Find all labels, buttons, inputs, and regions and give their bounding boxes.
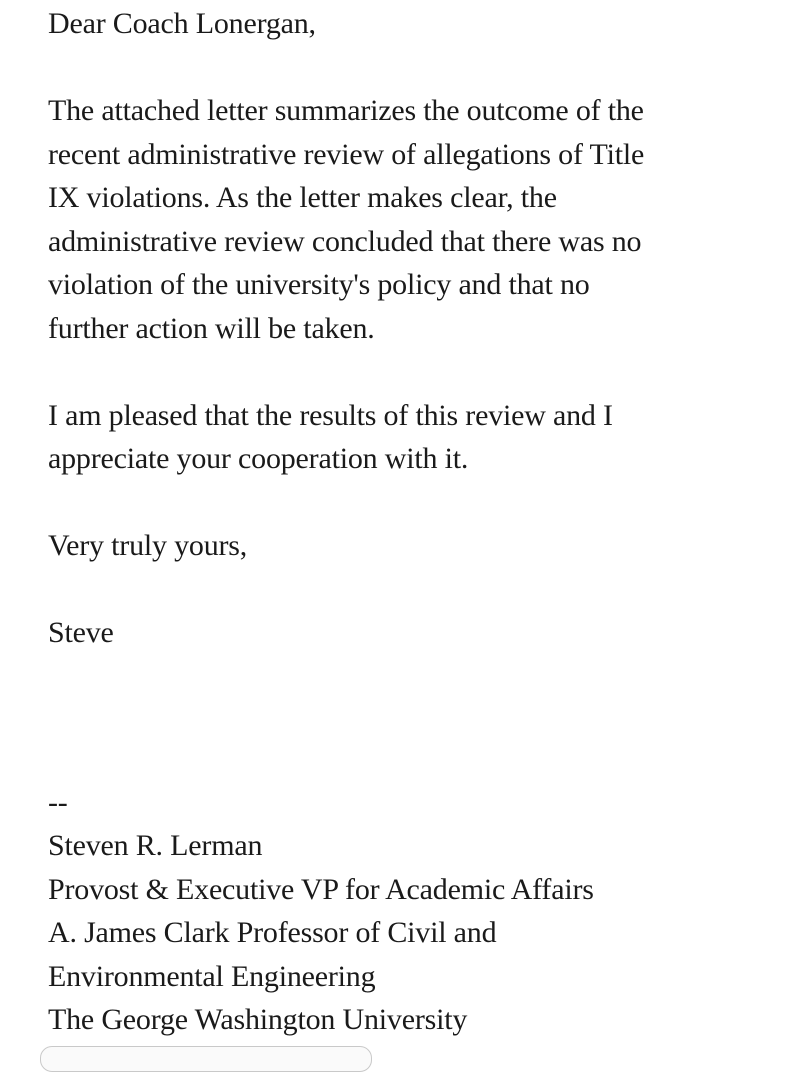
email-signature: [48, 781, 778, 1042]
spacer: [48, 481, 778, 525]
paragraph-appreciation: [48, 394, 778, 481]
paragraph-line: further action will be taken.: [48, 311, 375, 345]
paragraph-line: recent administrative review of allegations of Title: [48, 137, 645, 171]
email-body: [48, 0, 778, 1042]
spacer: [48, 46, 778, 90]
paragraph-line: administrative review concluded that there was no: [48, 224, 642, 258]
bottom-bar-pill: [40, 1046, 372, 1072]
paragraph-line: The attached letter summarizes the outcome of the: [48, 94, 644, 127]
paragraph-line: IX violations. As the letter makes clear, the: [48, 181, 557, 214]
signature-title: Provost & Executive VP for Academic Affairs: [48, 872, 594, 906]
greeting: Dear Coach Lonergan,: [48, 7, 316, 40]
signature-chair: Environmental Engineering: [48, 959, 376, 993]
paragraph-line: violation of the university's policy and that no: [48, 268, 590, 301]
signature-institution: The George Washington University: [48, 1003, 468, 1036]
paragraph-outcome: [48, 89, 778, 350]
spacer: [48, 350, 778, 394]
sender-short-name: Steve: [48, 616, 114, 649]
closing: Very truly yours,: [48, 529, 248, 562]
signature-name: Steven R. Lerman: [48, 829, 263, 862]
spacer: [48, 655, 778, 781]
spacer: [48, 568, 778, 612]
paragraph-line: I am pleased that the results of this review and I: [48, 398, 613, 432]
signature-chair: A. James Clark Professor of Civil and: [48, 916, 497, 949]
signature-separator: --: [48, 785, 68, 819]
paragraph-line: appreciate your cooperation with it.: [48, 442, 469, 475]
